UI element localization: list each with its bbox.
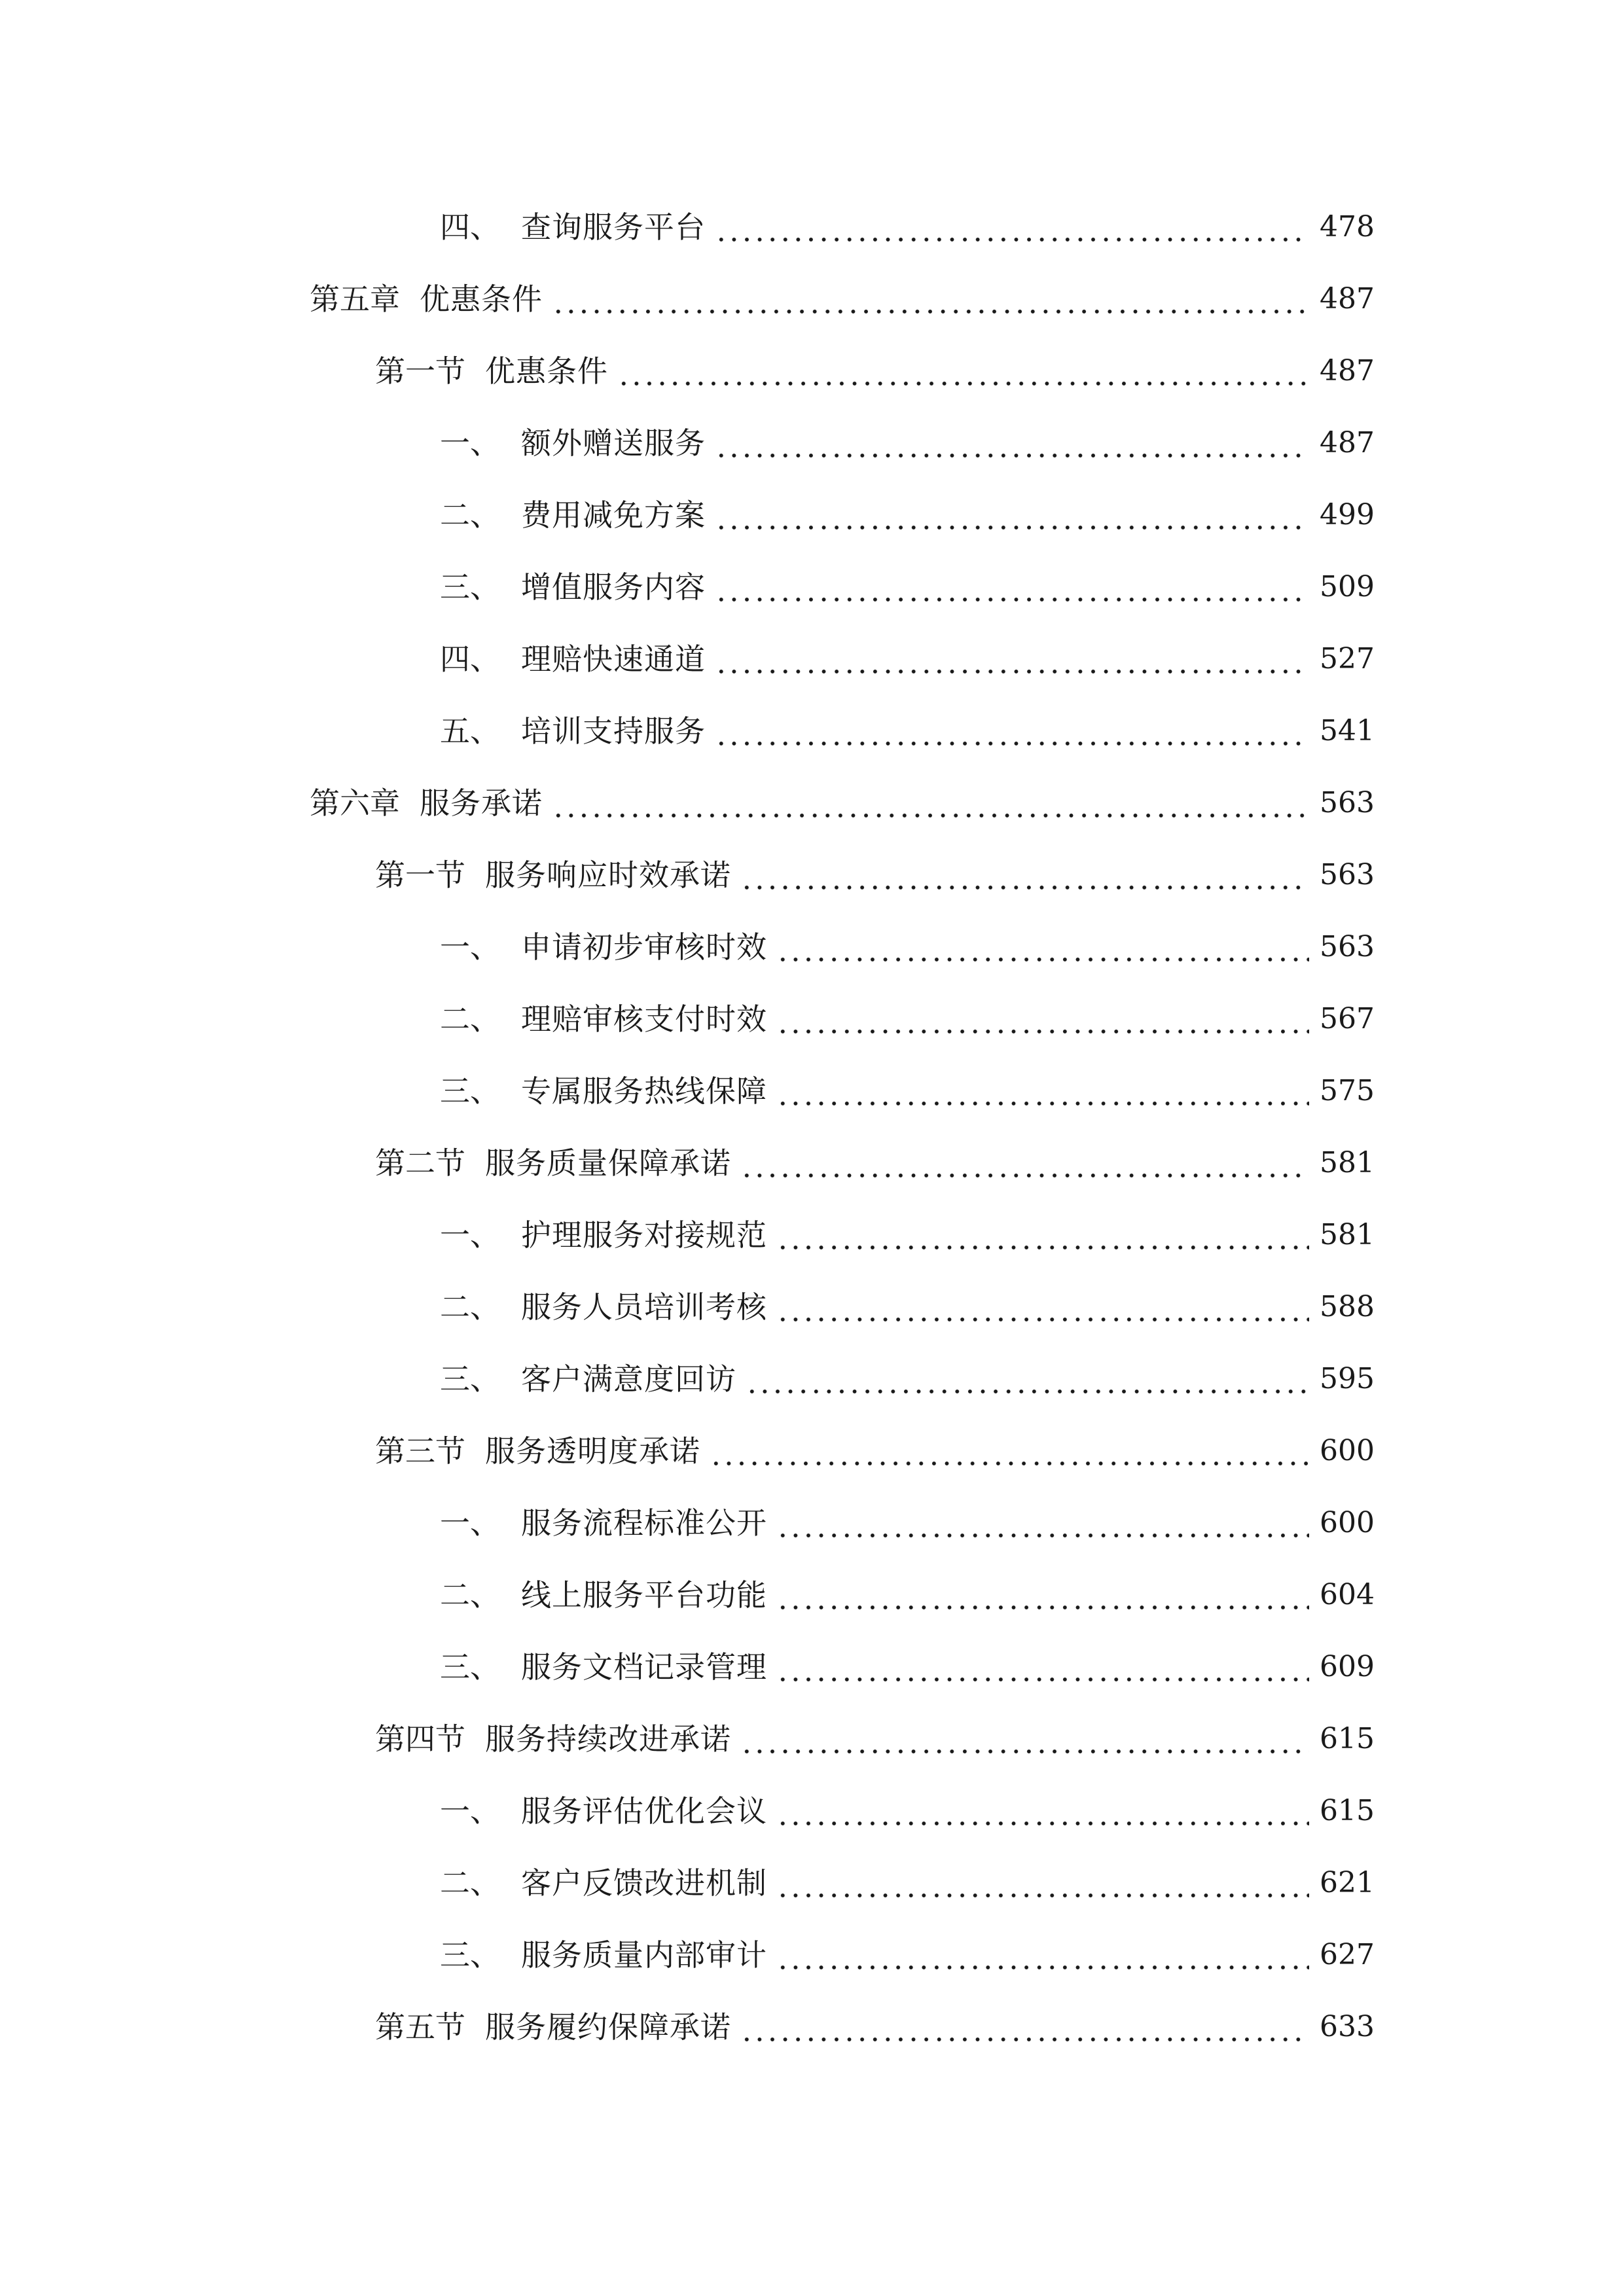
toc-entry-page-number: 509: [1320, 570, 1375, 603]
toc-entry-number: 四、: [440, 209, 500, 245]
dot-leader: [746, 1364, 1309, 1394]
toc-entry-number: 一、: [440, 929, 500, 965]
dot-leader: [552, 284, 1309, 314]
toc-entry-title: 服务履约保障承诺: [485, 2009, 731, 2045]
toc-entry-number: 第一节: [375, 353, 465, 389]
toc-entry[interactable]: [0, 1847, 1624, 1919]
dot-leader: [776, 1004, 1309, 1034]
toc-entry-title: 服务质量内部审计: [521, 1937, 767, 1973]
toc-entry[interactable]: [0, 695, 1624, 767]
toc-entry-page-number: 588: [1320, 1290, 1375, 1323]
dot-leader: [552, 788, 1309, 818]
dot-leader: [715, 500, 1309, 530]
toc-entry[interactable]: [0, 1703, 1624, 1775]
toc-entry-title: 服务承诺: [420, 785, 543, 821]
toc-entry[interactable]: [0, 1991, 1624, 2063]
toc-entry[interactable]: [0, 1775, 1624, 1847]
toc-entry-page-number: 499: [1320, 498, 1375, 531]
toc-entry[interactable]: [0, 263, 1624, 335]
toc-entry-number: 第二节: [375, 1145, 465, 1181]
toc-entry-page-number: 527: [1320, 642, 1375, 675]
toc-entry[interactable]: [0, 1127, 1624, 1199]
toc-entry-number: 第五章: [310, 281, 400, 317]
dot-leader: [776, 1076, 1309, 1106]
toc-entry[interactable]: [0, 1271, 1624, 1343]
toc-entry-number: 五、: [440, 713, 500, 749]
toc-entry-number: 第三节: [375, 1433, 465, 1469]
dot-leader: [715, 572, 1309, 602]
toc-entry-number: 第五节: [375, 2009, 465, 2045]
toc-entry[interactable]: [0, 767, 1624, 839]
dot-leader: [776, 1940, 1309, 1970]
toc-entry-number: 三、: [440, 569, 500, 605]
dot-leader: [776, 1580, 1309, 1610]
toc-entry-title: 服务质量保障承诺: [485, 1145, 731, 1181]
toc-entry[interactable]: [0, 551, 1624, 623]
toc-entry-title: 服务人员培训考核: [521, 1289, 767, 1325]
toc-entry-title: 额外赠送服务: [521, 425, 706, 461]
toc-entry[interactable]: [0, 191, 1624, 263]
toc-entry-page-number: 541: [1320, 714, 1375, 747]
toc-entry[interactable]: [0, 983, 1624, 1055]
toc-entry-number: 三、: [440, 1937, 500, 1973]
toc-entry[interactable]: [0, 623, 1624, 695]
toc-entry-title: 理赔审核支付时效: [521, 1001, 767, 1037]
toc-entry[interactable]: [0, 1343, 1624, 1415]
toc-entry[interactable]: [0, 1487, 1624, 1559]
toc-entry-page-number: 633: [1320, 2010, 1375, 2043]
toc-entry-number: 第四节: [375, 1721, 465, 1757]
toc-entry-page-number: 615: [1320, 1722, 1375, 1755]
toc-entry-number: 一、: [440, 1505, 500, 1541]
toc-entry-page-number: 604: [1320, 1578, 1375, 1611]
toc-entry[interactable]: [0, 1055, 1624, 1127]
toc-entry-page-number: 563: [1320, 858, 1375, 891]
toc-entry-number: 第一节: [375, 857, 465, 893]
toc-entry-number: 二、: [440, 1289, 500, 1325]
toc-entry[interactable]: [0, 335, 1624, 407]
dot-leader: [740, 2012, 1309, 2042]
toc-entry-number: 一、: [440, 425, 500, 461]
toc-entry-page-number: 581: [1320, 1218, 1375, 1251]
toc-entry-page-number: 581: [1320, 1146, 1375, 1179]
toc-entry-title: 服务文档记录管理: [521, 1649, 767, 1685]
toc-entry[interactable]: [0, 1199, 1624, 1271]
toc-entry[interactable]: [0, 1559, 1624, 1631]
toc-entry-page-number: 615: [1320, 1794, 1375, 1827]
toc-entry-title: 专属服务热线保障: [521, 1073, 767, 1109]
toc-entry-title: 服务评估优化会议: [521, 1793, 767, 1829]
toc-entry-number: 一、: [440, 1217, 500, 1253]
dot-leader: [776, 1652, 1309, 1682]
dot-leader: [715, 428, 1309, 458]
toc-entry-number: 二、: [440, 1865, 500, 1901]
toc-entry-number: 三、: [440, 1361, 500, 1397]
toc-entry[interactable]: [0, 839, 1624, 911]
toc-entry[interactable]: [0, 911, 1624, 983]
toc-entry-page-number: 600: [1320, 1506, 1375, 1539]
toc-entry-page-number: 487: [1320, 426, 1375, 459]
toc-entry-page-number: 478: [1320, 210, 1375, 243]
toc-entry-title: 客户反馈改进机制: [521, 1865, 767, 1901]
toc-entry-page-number: 487: [1320, 354, 1375, 387]
toc-entry-number: 三、: [440, 1649, 500, 1685]
toc-entry-page-number: 600: [1320, 1434, 1375, 1467]
toc-entry-page-number: 567: [1320, 1002, 1375, 1035]
toc-entry[interactable]: [0, 479, 1624, 551]
toc-entry-number: 二、: [440, 1001, 500, 1037]
toc-entry-title: 服务透明度承诺: [485, 1433, 700, 1469]
dot-leader: [776, 1220, 1309, 1250]
toc-entry-title: 线上服务平台功能: [521, 1577, 767, 1613]
toc-entry[interactable]: [0, 407, 1624, 479]
toc-entry-number: 二、: [440, 497, 500, 533]
dot-leader: [710, 1436, 1309, 1466]
toc-entry-title: 费用减免方案: [521, 497, 706, 533]
toc-entry-page-number: 621: [1320, 1866, 1375, 1899]
dot-leader: [740, 1724, 1309, 1754]
dot-leader: [715, 644, 1309, 674]
dot-leader: [740, 860, 1309, 890]
toc-entry-title: 服务流程标准公开: [521, 1505, 767, 1541]
toc-entry-title: 查询服务平台: [521, 209, 706, 245]
toc-entry-title: 理赔快速通道: [521, 641, 706, 677]
toc-entry-number: 二、: [440, 1577, 500, 1613]
table-of-contents: [0, 191, 1624, 2063]
toc-entry-title: 优惠条件: [485, 353, 608, 389]
dot-leader: [776, 1868, 1309, 1898]
toc-entry-number: 一、: [440, 1793, 500, 1829]
toc-entry-page-number: 563: [1320, 786, 1375, 819]
toc-entry-page-number: 575: [1320, 1074, 1375, 1107]
toc-entry-title: 服务持续改进承诺: [485, 1721, 731, 1757]
dot-leader: [776, 932, 1309, 962]
dot-leader: [617, 356, 1309, 386]
toc-entry-number: 四、: [440, 641, 500, 677]
dot-leader: [776, 1796, 1309, 1826]
dot-leader: [776, 1508, 1309, 1538]
toc-entry-title: 护理服务对接规范: [521, 1217, 767, 1253]
toc-entry-page-number: 609: [1320, 1650, 1375, 1683]
toc-entry[interactable]: [0, 1631, 1624, 1703]
toc-entry-title: 服务响应时效承诺: [485, 857, 731, 893]
toc-entry-title: 培训支持服务: [521, 713, 706, 749]
dot-leader: [740, 1148, 1309, 1178]
toc-entry-title: 优惠条件: [420, 281, 543, 317]
toc-entry-title: 客户满意度回访: [521, 1361, 736, 1397]
toc-entry-page-number: 595: [1320, 1362, 1375, 1395]
toc-entry-title: 申请初步审核时效: [521, 929, 767, 965]
toc-entry-title: 增值服务内容: [521, 569, 706, 605]
toc-entry-page-number: 487: [1320, 282, 1375, 315]
toc-entry-number: 三、: [440, 1073, 500, 1109]
toc-entry-page-number: 627: [1320, 1938, 1375, 1971]
dot-leader: [715, 716, 1309, 746]
dot-leader: [776, 1292, 1309, 1322]
toc-entry-number: 第六章: [310, 785, 400, 821]
toc-entry[interactable]: [0, 1415, 1624, 1487]
toc-entry-page-number: 563: [1320, 930, 1375, 963]
dot-leader: [715, 212, 1309, 242]
toc-entry[interactable]: [0, 1919, 1624, 1991]
